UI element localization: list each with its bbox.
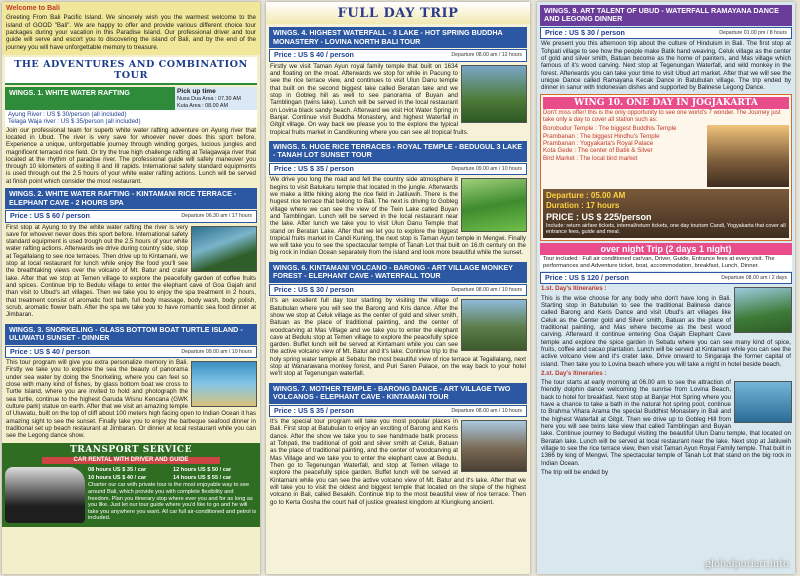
transport-text: Charter our car with private tour is the most enjoyable way to see around Bali, which provide you with complete flexibility and freedom. Plan you itinerary stop where ever you and for as long as you like. Just let our tour guide where you'd like to go and he will take you anywhere you want. All car full air-conditioned and petrol is included. [88, 482, 257, 522]
panel-right [537, 2, 795, 574]
wing3-text: This tour program will give you extra personalize memory in Bali. Firstly we take you to explore the sea the beauty of panorama under sea water by doing the Snorkeling, where you can feel so close with many kind of fishes, by glass bottom boat we cross to Turtle Island, where you are invited to hold and photograph the sea turtle, continue to the highest Garuda Wisnu Kencana (GWK culture park) statue on earth. After that we visit an amazing temple of Uluwatu, built on the top of cliff about 100 meters high facing open to Indian Ocean it has amazing sight to see the sunset. Finally take you to enjoy the barbeque seafood dinner in traditional set up beach restaurant at Jimbaran. Or dinner at local restaurant while you can see the Legong dance show. [6, 359, 256, 440]
day1-label: 1.st. Day's Itineraries : [541, 285, 607, 293]
wing10-item: Prambanan : Yogyakarta's Royal Palace [543, 140, 654, 148]
wing6-price-value: Price : US $ 30 / person [274, 284, 354, 294]
wing10-content [543, 125, 789, 187]
wing3-departure: Departure 09.00 am / 10 hours [181, 348, 252, 355]
full-day-title: FULL DAY TRIP [266, 2, 530, 24]
wing4-price-value: Price : US $ 40 / person [274, 50, 354, 60]
wing7-price-value: Price : US $ 35 / person [274, 405, 354, 415]
day1-text: This is the wise choose for any body who don't have long in Bali. Starting stop in Batubulan to see the traditional Balinese dance called Barong and Keris Dance and visit Ubud's art villages like Celuk as the Center gold and Silver smith, Batuan as the place of traditional painting, and Mas where become as the best wood carving. Afterward it continue entering Goa Gajah Elephant Cave temple and explore the spice garden in Sebatu where you can see many kind of spice, fruits, coffee and cacao plantation. Lunch will be served at Kintamani while you can see the active volcano view and it's crater lake. Drive onward to Singaraja the former capital of island. Then take you to Lovina beach where you will take a night in hotel beside beach. [541, 294, 791, 368]
wing10-info [543, 189, 789, 237]
temple-lake-photo [461, 65, 527, 123]
overnight-price-value: Price : US $ 120 / person [545, 272, 629, 282]
wing3-price [5, 346, 257, 358]
wing3-price-value: Price : US $ 40 / person [10, 346, 90, 356]
wing1-text: Join our professional team for superb white water rafting adventure on Ayung river that located in Ubud. The river is very save for whoever never does this sport before. Experience a unique, unforgettable journey through winding gorges, lucious jungles and magnificent terraced rice field. Or try the true high challenge rafting at Telagawaja river that located at the rhythm of paradise river. The professional guide will safely maneuver you through 10 kilometers of exiting II and III rapids. International safety standard equipments is used through out the 2.5 hours of your white water rafting actions. Lunch will be served at finish point which consider the most restaurant. [6, 126, 256, 185]
wing9-departure: Departure 01.00 pm / 8 hours [719, 30, 787, 37]
wing10-included: Include: return airfare tickets, internal/return tickets, one day tourism Candi, Yogyakarta that cover all entrance fees, guide and meal. [546, 222, 786, 236]
wing6-price [269, 284, 527, 296]
watermark: globalpuriart.info [704, 555, 789, 570]
wing7-departure: Departure 08.00 am / 10 hours [451, 407, 522, 414]
overnight-photo [734, 287, 792, 333]
overnight-included: Tour included : Full air conditioned car/van, Driver, Guide, Entrance fees at every visit. The performances and Adventure ticket, boat, accommodation, breakfast, Lunch, Dinner. [540, 255, 792, 271]
rate-item: 14 hours US $ 55 / car [173, 474, 232, 481]
wing10-intro: Don't miss offer! this is the only opportunity to see one world's 7 wonder. The Journey just take only a day to cover all station such as: [543, 110, 781, 124]
wing7-title: WINGS. 7. MOTHER TEMPLE - BARONG DANCE - ART VILLAGE TWO VOLCANOS - ELEPHANT CAVE - KINTAMANI TOUR [269, 383, 527, 404]
pickup-box [175, 87, 257, 110]
wing7-price [269, 405, 527, 417]
wing4-departure: Departure 08.00 am / 12 hours [451, 52, 522, 59]
wing10-box [540, 94, 792, 241]
car-image [5, 467, 85, 523]
wing5-departure: Departure 09.00 am / 10 hours [451, 166, 522, 173]
wing1-title: WINGS. 1. WHITE WATER RAFTING [5, 87, 175, 110]
closing-text: The trip will be ended by [541, 468, 609, 476]
rate-item: 12 hours US $ 50 / car [173, 467, 232, 474]
wing4-text: Firstly we visit Taman Ayun royal family temple that built on 1634 and floating on the moat. Afterwards we stop for while in Pacung to see the rice terrace view, and continues to visit Ulun Danu temple that built on the second biggest lake called Beratan lake and we stop in Gobleg hill as well to see panorama of Buyan and Tamblingan (twins lake). Lunch will be served in the local restaurant on Lovina black sandy beach. Afterward we visit Hot Water Spring in Banjar. Continue visit Buddha Monastery, and highest Waterfall in Gitgit village. On way back we please you to the explore the typical tropical fruits market in Candikuning where you can see all tropical fruits. [270, 62, 469, 136]
wing10-duration: Duration : 17 hours [546, 200, 620, 210]
wing5-text: We drive you long the road and fell the country side atmosphere it begins to visit Batukaru temple that located in the jungle. Afterwards we make a little hiking along the rice field in Jatiluwih. There is the hugest rice terrace that belong to Bali. The next is driving to Gobleg village where we can see the view of the Twin Lake called Buyan and Tamblingan. Lunch will be served in the local restaurant near the lake. After lunch we take you to visit Ulun Danu Temple that stand on Beratan Lake. After that we let you to explore the biggest tropical fruits market in Candi Kuning, the next stop is Taman Ayun temple in Mengwi. Finally we will take you to see the spectacular temple of Tanah Lot that built on 16.th century on the big rock in Indian Ocean separately from the island and look more beautiful while the sunset. [270, 176, 526, 257]
transport-details [88, 467, 257, 523]
wing2-price [5, 210, 257, 222]
welcome-text: Greeting From Bali Pacific Island. We sincerely wish you the warmest welcome to the island of GOOD "Bali". We are happy to offer and provide various different choice tour packages during your vacation in this Paradise Island. Our professional driver and tour guide will serve and escort you to discovering the island of Bali, and by the end of the journey you will have unforgettable memory to treasure. [6, 14, 256, 51]
panel-middle [266, 2, 530, 574]
wing1-prices [5, 110, 257, 127]
welcome-title: Welcome to Bali [6, 5, 60, 12]
wing9-price-value: Price : US $ 30 / person [545, 27, 625, 37]
wing6-departure: Departure 08.00 am / 10 hours [451, 286, 522, 293]
wing9-title: WINGS. 9. ART TALENT OF UBUD - WATERFALL RAMAYANA DANCE AND LEGONG DINNER [540, 5, 792, 26]
wing5-price [269, 163, 527, 175]
wing10-title: WING 10. ONE DAY IN JOGJAKARTA [543, 97, 789, 110]
pickup-label: Pick up time [177, 88, 216, 96]
dolphin-photo [734, 381, 792, 423]
transport-block [2, 443, 260, 527]
wing10-item: Kota Gede : The center of Batik & Silver [543, 147, 653, 155]
wing1-header [5, 87, 257, 110]
wing9-text: We present you this afternoon trip about the culture of Hinduism in Bali. The first stop at Tohpati village to see how the people make Batik hand weaving, Celuk village as the center of gold and silver smith, Batuan become as the home of painters, and Mas village which famous of it's wood carving. Next stop at Tegenungan Waterfall, and wild monkey in the forest. Afterwards you can take your time to visit Ubud art market. After that we will see the unique Dance called Ramayana Kecak Dance in Batubulan village. The trip ended by dinner in sanur with Indonesian dishes and supported by Balinese Legong Dance. [541, 40, 791, 92]
rafting-photo [191, 226, 257, 272]
wing7-text: It's the special tour program will take you most popular places in Bali. First stop at Batubulan to enjoy an exciting of Barong and Keris dance. After the show we take you to see handmade batik process at Tohpati, the traditional of gold and silver smith at Celuk, Batuan as the place of traditional painting, and the center of woodcarving at Mas Village and we take you to enter the elephant cave at Bedulu. Then go to Tegenungan Waterfall, and stop at Temen village to explore the peacefully spice garden. Buffet lunch will be served at Kintamani while you can see the active volcano view of Mt. Batur and it's lake. After that we will take you to visit the oldest and biggest temple that located on the slope of the highest volcano in Bali, called Besakih. Continue trip to the most beautiful view of rice terrace. Then go to Kerta Gosha the court hall of justice greatest kingdom at Klungkung ancient. [270, 418, 526, 506]
rate-item: 10 hours US $ 40 / car [88, 474, 147, 481]
adventure-title: THE ADVENTURES AND COMBINATION TOUR [5, 57, 257, 86]
wing10-item: Borobudur Temple : The biggest Buddhis Temple [543, 125, 677, 133]
welcome-block [2, 2, 260, 55]
overnight-departure: Departure 08.00 am / 2 days [721, 275, 787, 282]
wing10-list [543, 125, 707, 187]
wing2-departure: Departure 06.30 am / 17 hours [181, 213, 252, 220]
overnight-price [540, 272, 792, 284]
borobudur-photo [707, 125, 789, 187]
wing1-price-line: Telaga Waja river : US $ 35/person (all included) [8, 118, 141, 126]
rate-item: 08 hours US $ 35 / car [88, 467, 147, 474]
day2-text: The tour starts at early morning at 06.00 am to see the attraction of friendly dolphin dance welcoming the sunrise from Lovina Beach, back to hotel for breakfast. Next stop at Banjar Hot Spring where you have a chance to take a bath in the natural hot spring pool, continue to Brahma Vihara Arama the special Buddhist Monastery in Bali and the highest Waterfall at Gitgit. Then we drive up to Gobleg Hill from here you will see twins lake view that called Tamblingan and Buyan lake. Continue journey to Bedugul visiting the beautiful Ulun Danu temple, that located on Beratan lake. Lunch will be served at local restaurant near the lake. Next stop at Jatiluwih village to see the rice terrace view, then visit Taman Ayun Royal Family temple. That built in 1366 by king of Mengwi. The spectacular temple of Tanah Lot that stand on the big rock in Indian Ocean. [541, 379, 791, 467]
wing5-title: WINGS. 5. HUGE RICE TERRACES - ROYAL TEMPLE - BEDUGUL 3 LAKE - TANAH LOT SUNSET TOUR [269, 141, 527, 162]
snorkeling-photo [191, 361, 257, 407]
transport-title: TRANSPORT SERVICE [70, 445, 192, 456]
wing4-price [269, 49, 527, 61]
wing10-departure: Departure : 05.00 AM [546, 191, 626, 201]
mother-temple-photo [461, 420, 527, 472]
panel-left [2, 2, 260, 574]
wing2-price-value: Price : US $ 60 / person [10, 211, 90, 221]
wing10-price: PRICE : US $ 225/person [546, 212, 652, 223]
day2-label: 2.st. Day's Itineraries : [541, 369, 607, 377]
wing1-price-line: Ayung River : US $ 30/person (all included) [8, 110, 127, 118]
wing6-text: It's an excellent full day tour starting by visiting the village of Batubulan where you will see the Barong and Kris dance. After the show we stop at Celuk village as the center of gold and silver smith, Batuan as the place of traditional painting, and the center of woodcarving at Mas Village and we take you to enter the elephant cave at Bedulu stop at Temen village to explore the peacefully spice garden. Buffet lunch will be served at Kintamani while you can see the active volcano view of Mt. Batur and it's lake. Continue trip to the holy spring water temple at Sebatu the most beautiful view of rice terrace at Tegallalang, next stop at Wanarawana monkey forest, and Puri Saren Palace, on the way back to your hotel we'll stop at Tegenungan waterfall. [270, 297, 526, 378]
rice-terrace-photo [461, 178, 527, 232]
pickup-line: Kuta Area : 08.00 AM [177, 102, 228, 109]
transport-body [2, 465, 260, 525]
wing2-title: WINGS. 2. WHITE WATER RAFTING - KINTAMANI RICE TERRACE - ELEPHANT CAVE - 2 HOURS SPA [5, 188, 257, 209]
wing4-title: WINGS. 4. HIGHEST WATERFALL - 3 LAKE - HOT SPRING BUDDHA MONASTERY - LOVINA NORTH BALI TOUR [269, 27, 527, 48]
volcano-photo [461, 299, 527, 351]
wing3-title: WINGS. 3. SNORKELING - GLASS BOTTOM BOAT TURTLE ISLAND - ULUWATU SUNSET - DINNER [5, 324, 257, 345]
wing10-item: Bird Market : The local bird market [543, 154, 638, 162]
pickup-line: Nusa Dua Area : 07.30 AM [177, 96, 241, 103]
wing6-title: WINGS. 6. KINTAMANI VOLCANO - BARONG - ART VILLAGE MONKEY FOREST - ELEPHANT CAVE - WATERFALL TOUR [269, 262, 527, 283]
wing2-text: First stop at Ayung to try the white water rafting the river is very save for whoever never does this sport before. International safety standard equipment is used trough out the 2.5 hours of your white water rafting actions. Afterwards we drive during country side, stop at Tegallalang to see rice terraces. Then drive up to Kintamani, we stop at local restaurant for lunch while enjoy the food you'll see the breathtaking views over the volcano of Mt. Batur and crater lake. After that we stop at Temen village to explore the peacefully garden of coffee fruits and spices. Continue trip to Bedulu village to enter the elephant cave of Goa Gajah and than visit to Ubud's art villages. Then we take you to enjoy the spa treatment in 2 hours, that treatment consist of aromatic foot bath, full body massage, body wash, body polish, scrub, aromatic flower bath. After the spa we take you to have romantic sea food dinner at Jimbaran. [6, 223, 256, 319]
wing5-price-value: Price : US $ 35 / person [274, 163, 354, 173]
transport-subtitle: CAR RENTAL WITH DRIVER AND GUIDE [42, 457, 220, 464]
wing9-price [540, 27, 792, 39]
wing10-item: Prambanan : The biggest Hindhu's Temple [543, 132, 660, 140]
rate-grid [88, 467, 257, 481]
overnight-title: over night Trip (2 days 1 night) [540, 243, 792, 256]
